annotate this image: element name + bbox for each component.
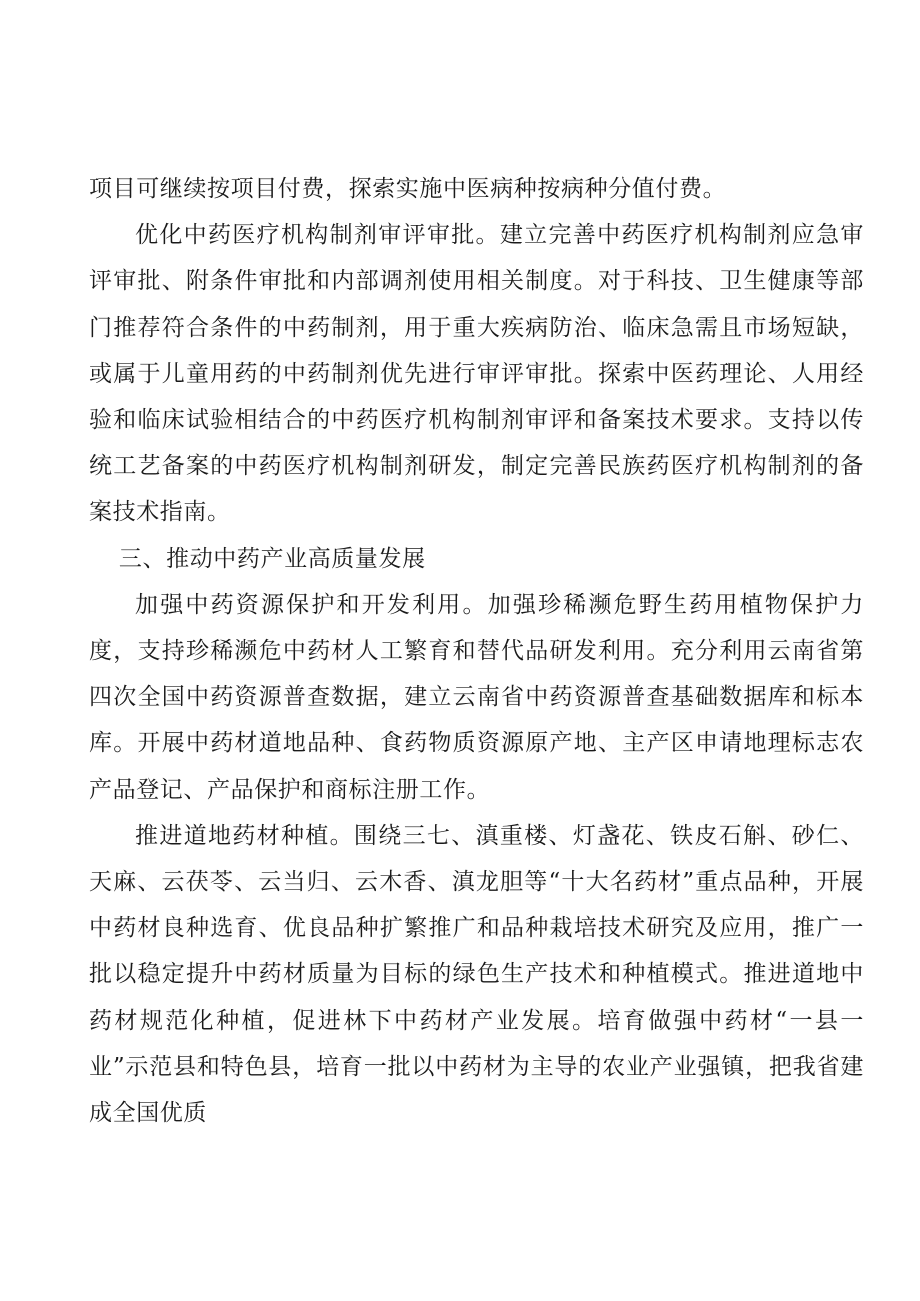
paragraph-resource-protection: 加强中药资源保护和开发利用。加强珍稀濒危野生药用植物保护力度，支持珍稀濒危中药材人工繁育和替代品研发利用。充分利用云南省第四次全国中药资源普查数据，建立云南省中药资源普查基础数据库和标本库。开展中药材道地品种、食药物质资源原产地、主产区申请地理标志农产品登记、产品保护和商标注册工作。 (89, 591, 864, 803)
paragraph-continuation: 项目可继续按项目付费，探索实施中医病种按病种分值付费。 (89, 176, 727, 202)
document-body (89, 166, 864, 1136)
section-heading: 三、推动中药产业高质量发展 (118, 545, 426, 572)
paragraph-authentic-herbs: 推进道地药材种植。围绕三七、滇重楼、灯盏花、铁皮石斛、砂仁、天麻、云茯苓、云当归、云木香、滇龙胆等“十大名药材”重点品种，开展中药材良种选育、优良品种扩繁推广和品种栽培技术研究及应用，推广一批以稳定提升中药材质量为目标的绿色生产技术和种植模式。推进道地中药材规范化种植，促进林下中药材产业发展。培育做强中药材“一县一业”示范县和特色县，培育一批以中药材为主导的农业产业强镇，把我省建成全国优质 (89, 822, 864, 1127)
paragraph-preparation-review: 优化中药医疗机构制剂审评审批。建立完善中药医疗机构制剂应急审评审批、附条件审批和内部调剂使用相关制度。对于科技、卫生健康等部门推荐符合条件的中药制剂，用于重大疾病防治、临床急需且市场短缺，或属于儿童用药的中药制剂优先进行审评审批。探索中医药理论、人用经验和临床试验相结合的中药医疗机构制剂审评和备案技术要求。支持以传统工艺备案的中药医疗机构制剂研发，制定完善民族药医疗机构制剂的备案技术指南。 (89, 222, 864, 526)
